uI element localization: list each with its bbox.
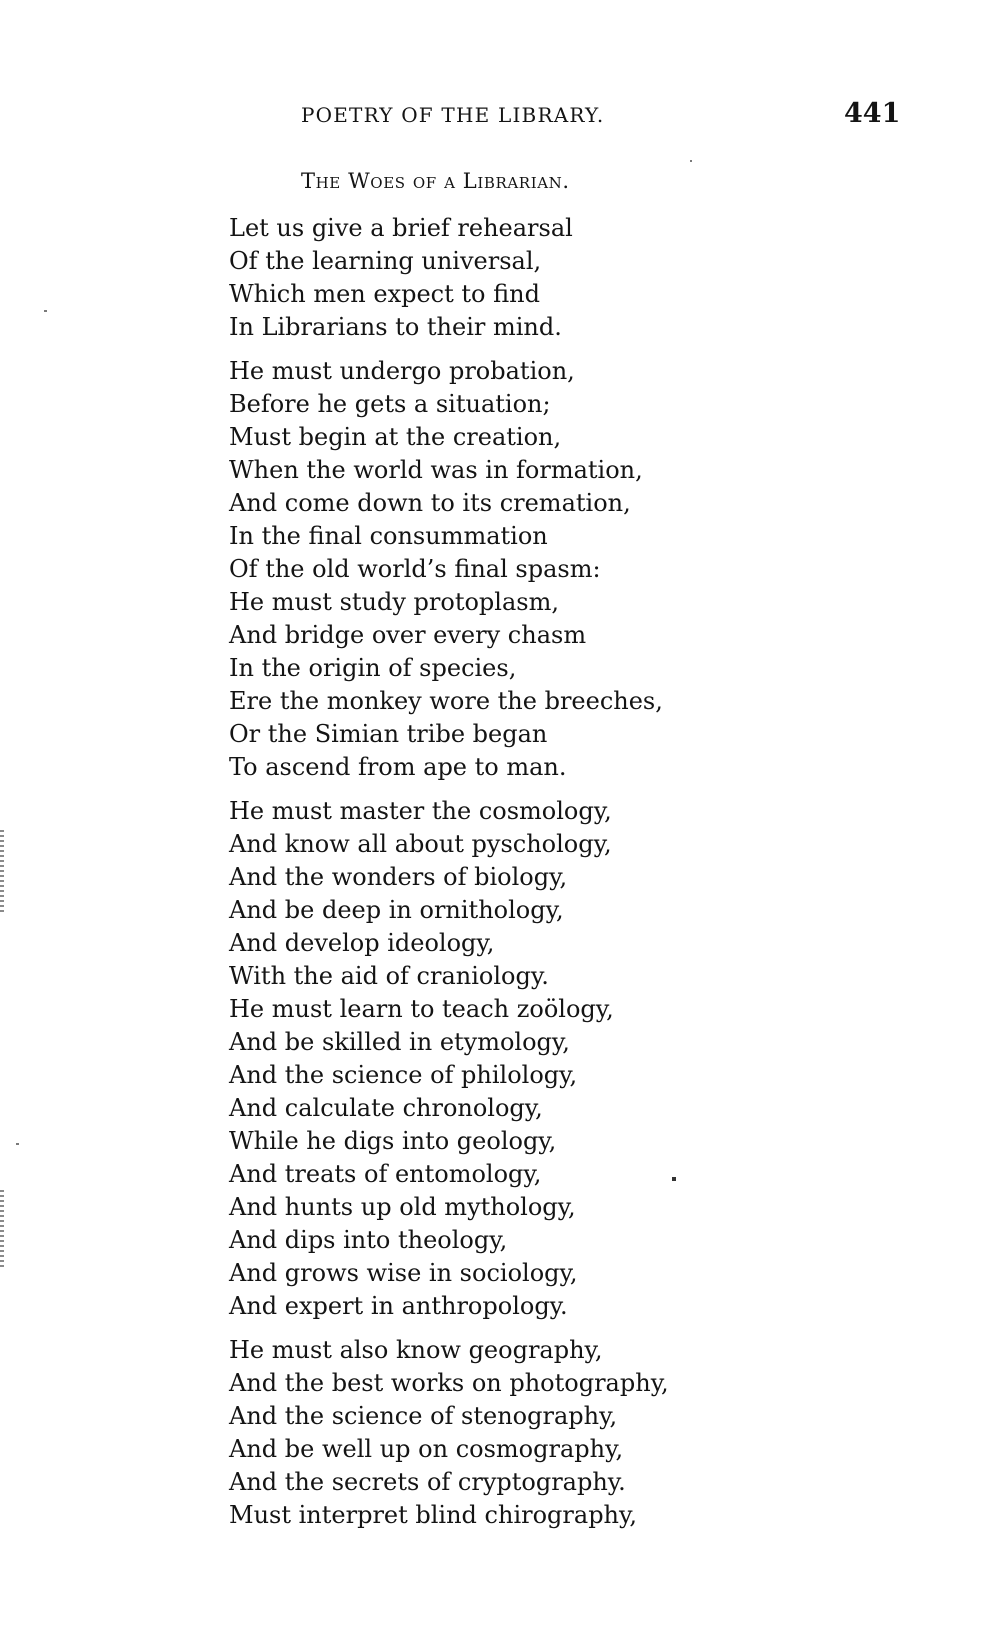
poem-line: In Librarians to their mind.	[229, 313, 562, 341]
poem-line: And be deep in ornithology,	[229, 896, 564, 924]
poem-line: Must interpret blind chirography,	[229, 1501, 638, 1529]
poem-line: While he digs into geology,	[229, 1127, 557, 1155]
poem-line: And treats of entomology,	[229, 1160, 542, 1188]
scan-speck	[16, 1143, 19, 1145]
poem-line: And the secrets of cryptography.	[229, 1468, 626, 1496]
poem-line: And the wonders of biology,	[229, 863, 568, 891]
poem-line: When the world was in formation,	[229, 456, 643, 484]
poem-line: And be well up on cosmography,	[229, 1435, 624, 1463]
poem-line: In the final consummation	[229, 522, 548, 550]
poem-line: He must master the cosmology,	[229, 797, 612, 825]
poem-line: And develop ideology,	[229, 929, 495, 957]
poem-line: And expert in anthropology.	[229, 1292, 568, 1320]
stanza	[229, 355, 949, 784]
poem-line: And bridge over every chasm	[229, 621, 587, 649]
poem-line: Must begin at the creation,	[229, 423, 562, 451]
scan-speck	[690, 160, 692, 162]
poem-line: And dips into theology,	[229, 1226, 508, 1254]
poem-line: Ere the monkey wore the breeches,	[229, 687, 663, 715]
poem-line: He must undergo probation,	[229, 357, 575, 385]
poem-line: And hunts up old mythology,	[229, 1193, 576, 1221]
poem-line: With the aid of craniology.	[229, 962, 549, 990]
poem-body	[229, 212, 949, 1543]
page-number: 441	[844, 98, 901, 129]
poem-line: And the best works on photography,	[229, 1369, 669, 1397]
scan-speck	[44, 310, 47, 312]
stanza	[229, 212, 949, 344]
poem-line: And the science of stenography,	[229, 1402, 618, 1430]
scan-edge-mark	[0, 1190, 4, 1270]
running-head: POETRY OF THE LIBRARY.	[301, 103, 605, 127]
stanza	[229, 1334, 949, 1532]
poem-line: Or the Simian tribe began	[229, 720, 548, 748]
poem-line: And come down to its cremation,	[229, 489, 631, 517]
poem-line: And grows wise in sociology,	[229, 1259, 578, 1287]
poem-line: Of the learning universal,	[229, 247, 542, 275]
poem-title: The Woes of a Librarian.	[301, 169, 570, 193]
poem-line: Let us give a brief rehearsal	[229, 214, 573, 242]
poem-line: He must study protoplasm,	[229, 588, 559, 616]
poem-line: And be skilled in etymology,	[229, 1028, 570, 1056]
poem-line: Which men expect to find	[229, 280, 540, 308]
poem-line: And calculate chronology,	[229, 1094, 543, 1122]
poem-line: Before he gets a situation;	[229, 390, 551, 418]
poem-line: And the science of philology,	[229, 1061, 578, 1089]
poem-line: Of the old world’s final spasm:	[229, 555, 601, 583]
poem-line: And know all about pyschology,	[229, 830, 612, 858]
scan-edge-mark	[0, 830, 4, 912]
poem-line: In the origin of species,	[229, 654, 517, 682]
poem-line: He must learn to teach zoölogy,	[229, 995, 614, 1023]
poem-line: He must also know geography,	[229, 1336, 603, 1364]
poem-line: To ascend from ape to man.	[229, 753, 567, 781]
scan-speck	[672, 1177, 676, 1181]
stanza	[229, 795, 949, 1323]
